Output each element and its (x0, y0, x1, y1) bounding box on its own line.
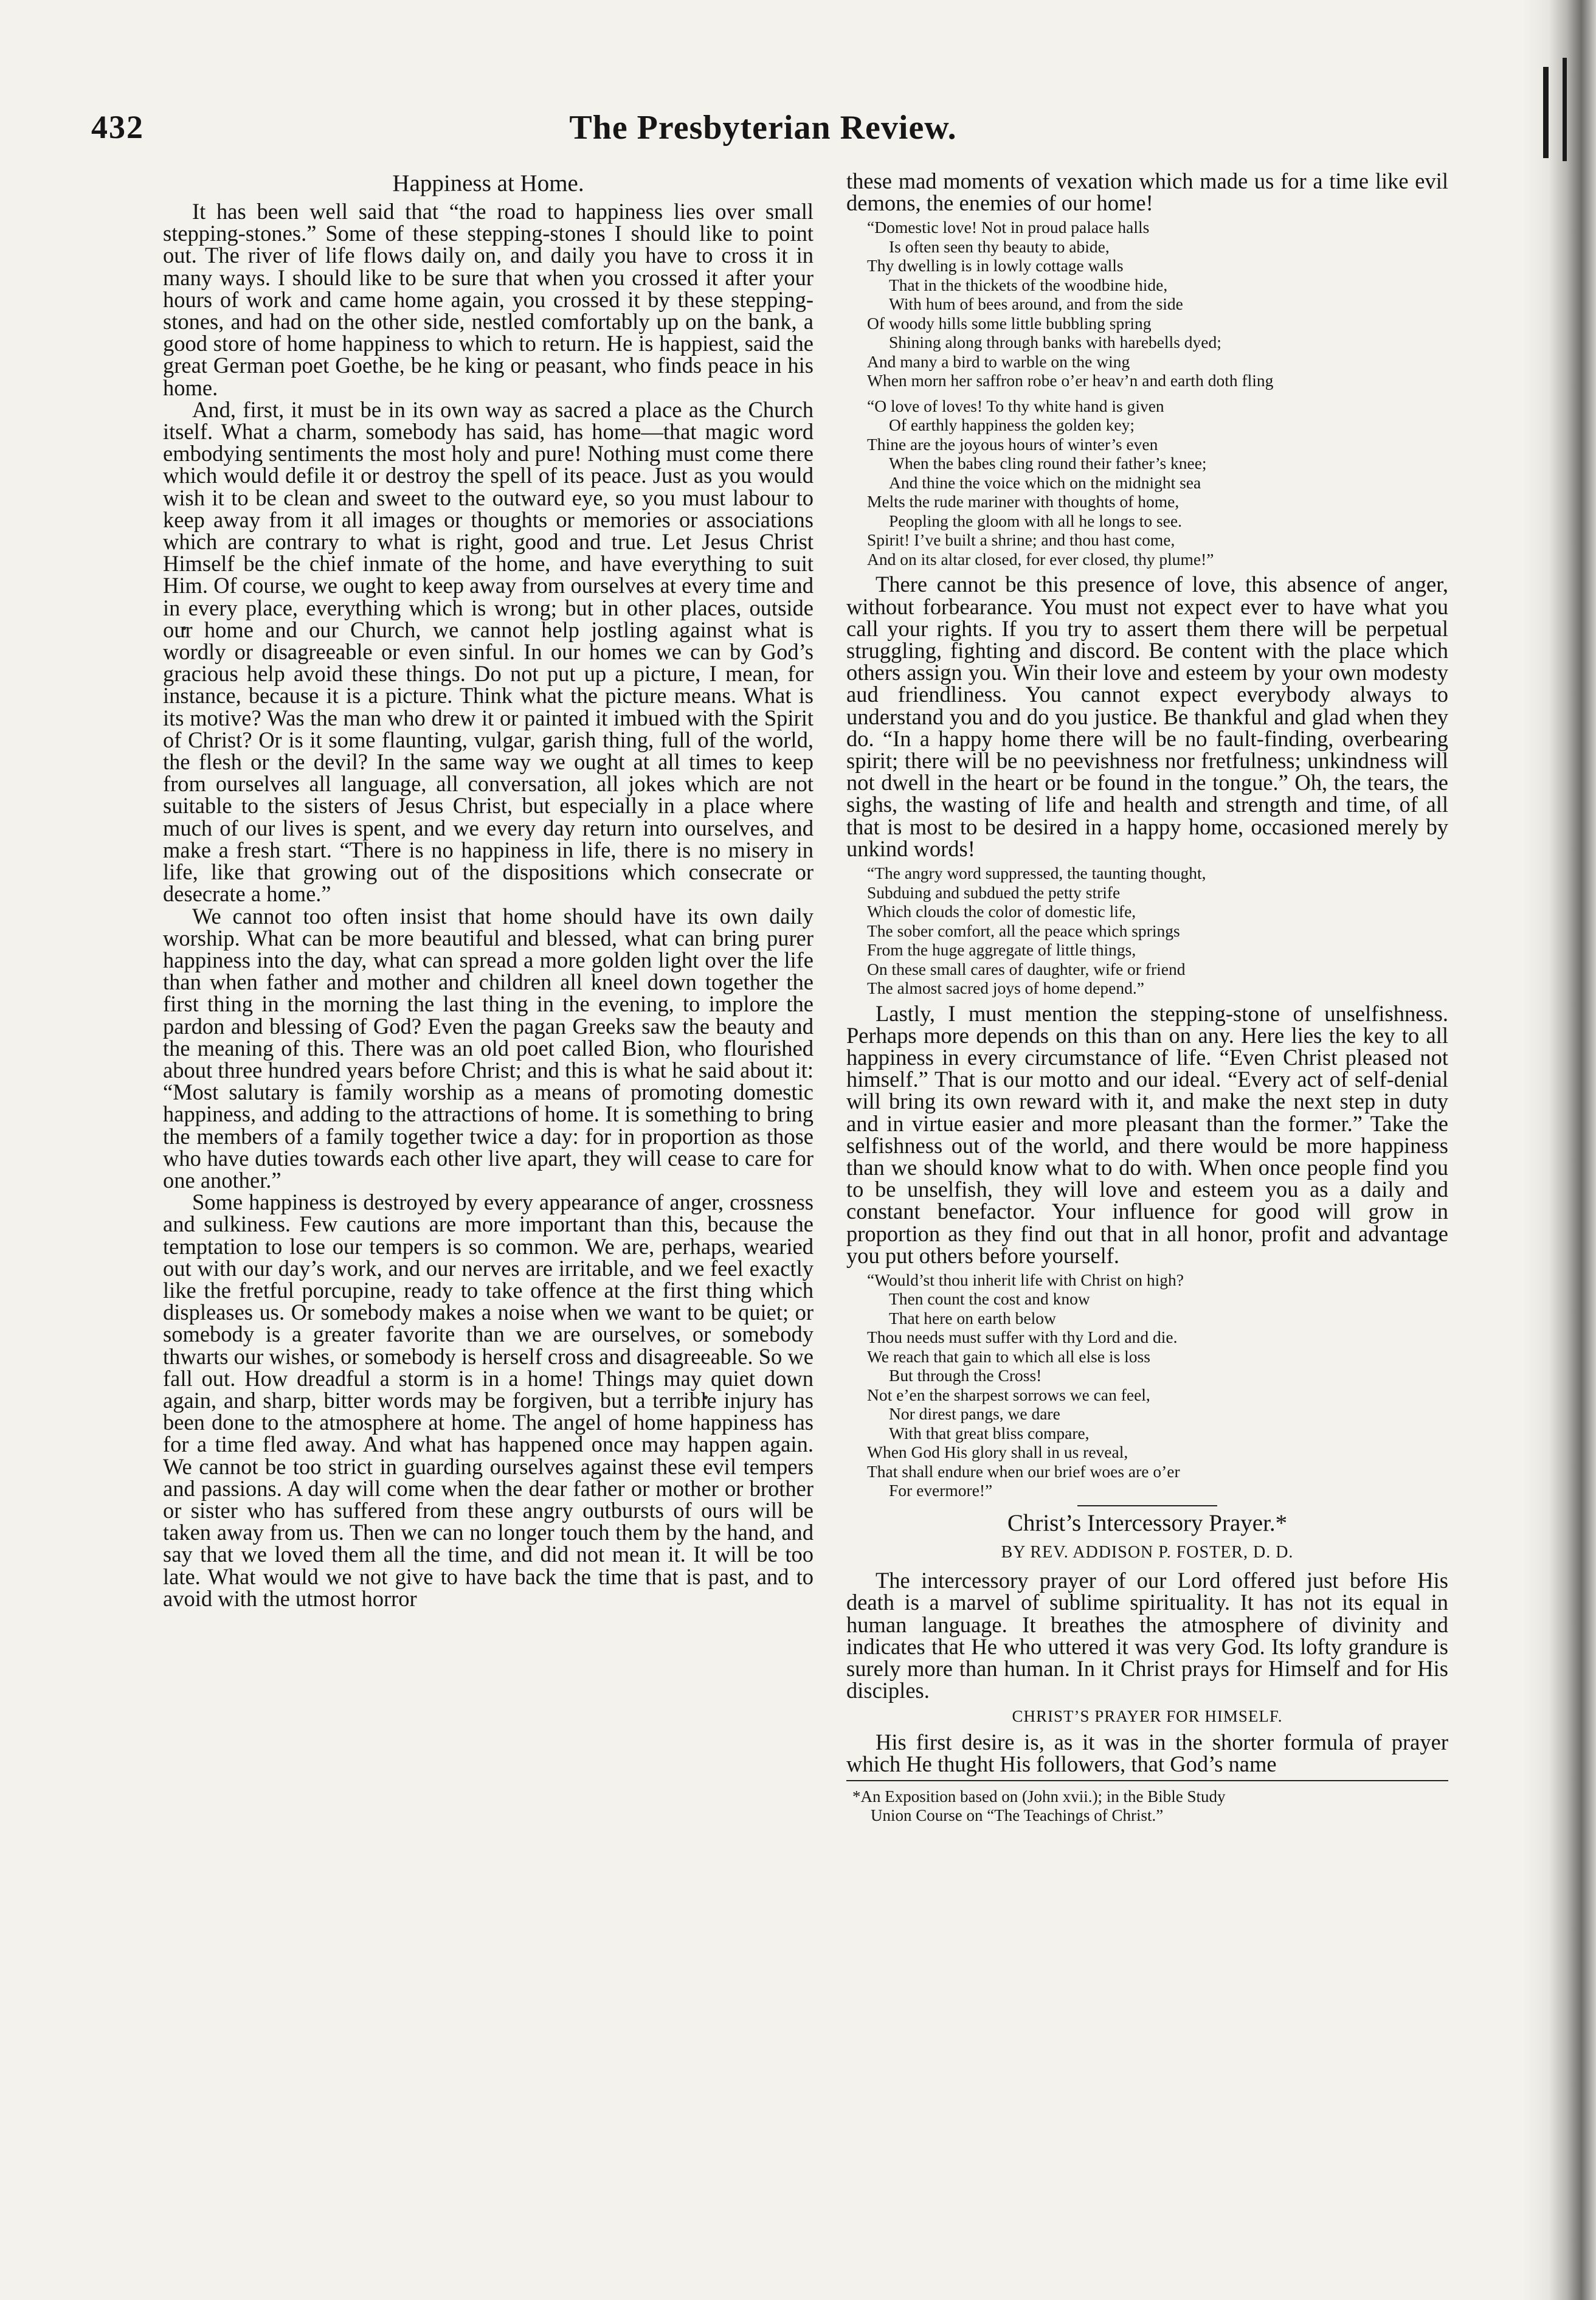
poem-line: “Domestic love! Not in proud palace halls (867, 218, 1150, 237)
paragraph: And, first, it must be in its own way as sacred a place as the Church itself. What a charm, somebody has said, has home—that magic word embodying sentiments the most holy and pure! Nothing must come there which would defile it or destroy the spell of its peace. Just as you would wish it to be clean and sweet to the outward eye, so you must labour to keep away from it all images or thoughts or memories or associations which are contrary to what is right, good and true. Let Jesus Christ Himself be the chief inmate of the home, and have everything to suit Him. Of course, we ought to keep away from ourselves at every time and in every place, everything which is wrong; but in other places, outside our home and our Church, we cannot help jostling against what is wordly or disagreeable or even sinful. In our homes we can by God’s gracious help avoid these things. Do not put up a picture, I mean, for instance, because it is a picture. Think what the picture means. What is its motive? Was the man who drew it or painted it imbued with the Spirit of Christ? Or is it some flaunting, vulgar, garish thing, full of the world, the flesh or the devil? In the same way we ought at all times to keep from ourselves all language, all conversation, all jokes which are not suitable to the sisters of Jesus Christ, but especially in a place where much of our lives is spent, and we every day return into ourselves, and make a fresh start. “There is no happiness in life, there is no misery in life, like that growing out of the dispositions which consecrate or desecrate a home.” (163, 397, 814, 907)
poem-inherit-life (867, 1270, 1448, 1500)
poem-line: But through the Cross! (889, 1366, 1042, 1385)
byline: BY REV. ADDISON P. FOSTER, D. D. (1001, 1542, 1294, 1562)
poem-line: “The angry word suppressed, the taunting thought, (867, 864, 1206, 883)
article-title: Christ’s Intercessory Prayer.* (1007, 1509, 1288, 1536)
poem-line: Is often seen thy beauty to abide, (889, 237, 1110, 256)
binding-mark (1543, 67, 1549, 158)
poem-line: When morn her saffron robe o’er heav’n and earth doth fling (867, 371, 1274, 390)
paragraph: There cannot be this presence of love, this absence of anger, without forbearance. You must not expect ever to have what you call your rights. If you try to assert them there will be perpetual struggling, fighting and discord. Be content with the place which others assign you. Win their love and esteem by your own modesty aud friendliness. You cannot expect everybody always to understand you and do you justice. Be thankful and glad when they do. “In a happy home there will be no fault-finding, overbearing spirit; there will be no peevishness nor fretfulness; unkindness will not dwell in the heart or be found in the tongue.” Oh, the tears, the sighs, the wasting of life and health and strength and time, of all that is most to be desired in a happy home, occasioned merely by unkind words! (846, 572, 1448, 861)
poem-line: Then count the cost and know (889, 1289, 1090, 1309)
page-header (91, 108, 1435, 157)
poem-line: Not e’en the sharpest sorrows we can feel, (867, 1385, 1150, 1404)
paragraph: The intercessory prayer of our Lord offered just before His death is a marvel of sublime spirituality. It has not its equal in human language. It breathes the atmosphere of divinity and indicates that He who uttered it was very God. Its lofty grandure is surely more than human. In it Christ prays for Himself and for His disciples. (846, 1568, 1448, 1703)
section-divider (1077, 1505, 1217, 1506)
poem-line: When God His glory shall in us reveal, (867, 1443, 1128, 1462)
paragraph: We cannot too often insist that home should have its own daily worship. What can be more beautiful and blessed, what can bring purer happiness into the day, what can spread a more golden light over the life than when father and mother and children all kneel down together the first thing in the morning the last thing in the evening, to implore the pardon and blessing of God? Even the pagan Greeks saw the beauty and the meaning of this. There was an old poet called Bion, who flourished about three hundred years before Christ; and this is what he said about it: “Most salutary is family worship as a means of promoting domestic happiness, and adding to the attractions of home. It is something to bring the members of a family together twice a day: for in proportion as those who have duties towards each other live apart, they will cease to care for one another.” (163, 903, 814, 1193)
paragraph: Some happiness is destroyed by every appearance of anger, crossness and sulkiness. Few cautions are more important than this, because the temptation to lose our tempers is so common. We are, perhaps, wearied out with our day’s work, and our nerves are irritable, and we feel exactly like the fretful porcupine, ready to take offence at the first thing which displeases us. Or somebody makes a noise when we want to be quiet; or somebody is a greater favorite than we are ourselves, or somebody thwarts our wishes, or somebody is herself cross and disagreeable. So we fall out. How dreadful a storm is in a home! Things may quiet down again, and sharp, bitter words may be forgiven, but a terrible injury has been done to the atmosphere at home. The angel of home happiness has for a time fled away. And what has happened once may happen again. We cannot be too strict in guarding ourselves against these evil tempers and passions. A day will come when the dear father or mother or brother or sister who has suffered from these angry outbursts of ours will be taken away from us. Then we can no longer touch them by the hand, and say that we loved them all the time, and did not mean it. It will be too late. What would we not give to have back the time that is past, and to avoid with the utmost horror (163, 1190, 814, 1611)
journal-title: The Presbyterian Review. (569, 109, 957, 147)
poem-line: We reach that gain to which all else is loss (867, 1346, 1150, 1366)
poem-line: The sober comfort, all the peace which springs (867, 921, 1180, 940)
poem-line: When the babes cling round their father’s knee; (889, 454, 1207, 473)
footnote-line: Union Course on “The Teachings of Christ.” (871, 1806, 1164, 1825)
page-number: 432 (91, 109, 144, 145)
poem-line: That here on earth below (889, 1308, 1056, 1328)
paragraph-continued: these mad moments of vexation which made us for a time like evil demons, the enemies of our home! (846, 168, 1448, 216)
paragraph: It has been well said that “the road to happiness lies over small stepping-stones.” Some of these stepping-stones I should like to point out. The river of life flows daily on, and daily you have to cross it in many ways. I should like to be sure that when you crossed it after your hours of work and came home again, you crossed it by these stepping-stones, and had on the other side, nestled comfortably up on the bank, a good store of home happiness to which to return. He is happiest, said the great German poet Goethe, be he king or peasant, who finds peace in his home. (163, 199, 814, 400)
poem-line: For evermore!” (889, 1481, 993, 1500)
poem-line: And many a bird to warble on the wing (867, 352, 1130, 371)
left-column (163, 170, 814, 1610)
poem-domestic-love (867, 218, 1448, 569)
footnote-divider (846, 1780, 1448, 1781)
poem-line: Spirit! I’ve built a shrine; and thou hast come, (867, 530, 1175, 550)
poem-line: Thou needs must suffer with thy Lord and die. (867, 1328, 1178, 1347)
poem-line: That in the thickets of the woodbine hide, (889, 275, 1168, 294)
poem-line: Of woody hills some little bubbling spring (867, 313, 1152, 333)
poem-line: From the huge aggregate of little things, (867, 940, 1136, 960)
poem-line: Which clouds the color of domestic life, (867, 902, 1136, 921)
poem-line: Thy dwelling is in lowly cottage walls (867, 256, 1124, 275)
poem-line: Nor direst pangs, we dare (889, 1404, 1060, 1424)
paragraph: Lastly, I must mention the stepping-stone of unselfishness. Perhaps more depends on this than on any. Here lies the key to all happiness in every circumstance of life. “Even Christ pleased not himself.” That is our motto and our ideal. “Every act of self-denial will bring its own reward with it, and make the next step in duty and in virtue easier and more pleasant than the former.” Take the selfishness out of the world, and there would be more happiness than we should know what to do with. When once people find you to be unselfish, they will love and esteem you as a daily and constant benefactor. Your influence for good will grow in proportion as they find out that in all honor, profit and advantage you put others before yourself. (846, 1000, 1448, 1268)
poem-angry-word (867, 864, 1448, 998)
footnote (852, 1787, 1448, 1825)
poem-line: And thine the voice which on the midnight sea (889, 473, 1201, 492)
binding-mark (1563, 58, 1567, 161)
poem-line: With hum of bees around, and from the side (889, 294, 1183, 314)
poem-line: With that great bliss compare, (889, 1423, 1090, 1443)
poem-line: Of earthly happiness the golden key; (889, 415, 1135, 435)
poem-line: Shining along through banks with harebells dyed; (889, 333, 1221, 352)
article-title: Happiness at Home. (392, 170, 584, 196)
poem-line: “O love of loves! To thy white hand is given (867, 396, 1164, 415)
paragraph: His first desire is, as it was in the shorter formula of prayer which He thught His followers, that God’s name (846, 1729, 1448, 1776)
footnote-line: *An Exposition based on (John xvii.); in the Bible Study (852, 1787, 1226, 1806)
poem-line: On these small cares of daughter, wife or friend (867, 959, 1186, 979)
poem-line: “Would’st thou inherit life with Christ on high? (867, 1270, 1184, 1289)
poem-line: Thine are the joyous hours of winter’s even (867, 434, 1158, 454)
poem-line: And on its altar closed, for ever closed, thy plume!” (867, 549, 1214, 569)
poem-line: That shall endure when our brief woes are o’er (867, 1461, 1180, 1481)
poem-line: Peopling the gloom with all he longs to see. (889, 511, 1182, 530)
poem-line: Subduing and subdued the petty strife (867, 882, 1121, 902)
subheading: CHRIST’S PRAYER FOR HIMSELF. (1012, 1707, 1283, 1726)
scan-shadow-edge (1523, 0, 1596, 2300)
poem-line: Melts the rude mariner with thoughts of home, (867, 492, 1180, 511)
right-column (846, 170, 1448, 1825)
poem-line: The almost sacred joys of home depend.” (867, 979, 1144, 998)
